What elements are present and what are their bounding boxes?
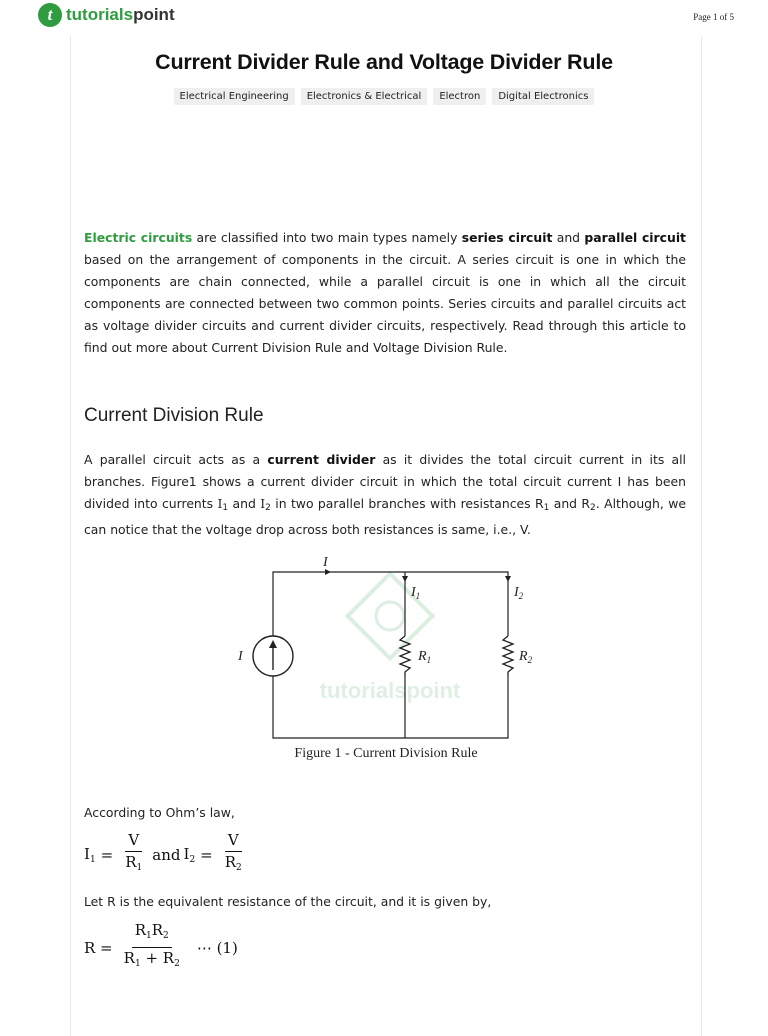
- intro-bold-series: series circuit: [461, 230, 553, 245]
- cd-text-e: in two parallel branches with resistances R: [270, 496, 544, 511]
- cd-text-g: . Although, we can notice that the voltage drop across both resistances is same, i.e., V.: [84, 496, 686, 537]
- tag-electronics-electrical[interactable]: Electronics & Electrical: [301, 88, 428, 105]
- label-i2: $I_2$: [514, 585, 524, 601]
- f2-den: $R_1 + R_2$: [123, 949, 180, 969]
- cd-text-a: A parallel circuit acts as a: [84, 452, 268, 467]
- current-division-paragraph: [84, 449, 686, 541]
- arrow-i1-icon: [402, 576, 408, 582]
- intro-text-3: based on the arrangement of components in the circuit. A series circuit is one in which the components are chain connected, while a parallel circuit is one in which all the circuit components are connected between two common points. Series circuits and parallel circuits act as voltage divider circuits and current divider circuits, respectively. Read through this article to find out more about Current Division Rule and Voltage Division Rule.: [84, 252, 686, 355]
- label-r2: $R_2$: [519, 649, 533, 665]
- figure-caption: Figure 1 - Current Division Rule: [294, 746, 478, 761]
- tag-electron[interactable]: Electron: [433, 88, 486, 105]
- watermark-text: tutorialspoint: [319, 678, 461, 703]
- intro-paragraph: [84, 227, 686, 359]
- f1-num-2: V: [225, 832, 242, 852]
- page-header: [0, 0, 768, 36]
- tag-list: [0, 88, 768, 105]
- current-divider-circuit-figure: [230, 556, 542, 742]
- equiv-intro: Let R is the equivalent resistance of the circuit, and it is given by,: [84, 894, 492, 909]
- cd-math-i2: I: [260, 496, 266, 511]
- intro-bold-parallel: parallel circuit: [584, 230, 686, 245]
- cd-text-f: and R: [549, 496, 591, 511]
- cd-sub-r2: 2: [590, 503, 596, 513]
- logo-mark-icon: t: [38, 3, 62, 27]
- arrow-i2-icon: [505, 576, 511, 582]
- cd-math-i1: I: [217, 496, 223, 511]
- tag-digital-electronics[interactable]: Digital Electronics: [492, 88, 594, 105]
- f1-i1: $I_1$: [84, 844, 96, 865]
- f1-den-1: $R_1$: [125, 853, 143, 873]
- article-title: Current Divider Rule and Voltage Divider Rule: [155, 50, 613, 74]
- resistor-r2-icon: [503, 636, 513, 676]
- f1-frac-2: [222, 832, 245, 877]
- f1-frac-1: [122, 832, 145, 877]
- f1-and: and: [152, 845, 181, 864]
- label-i1: $I_1$: [411, 585, 421, 601]
- logo-word-tutorials: tutorials: [66, 5, 134, 24]
- f2-lhs: R =: [84, 938, 113, 957]
- section-heading-wrap: [84, 405, 686, 427]
- cd-text-d: and: [228, 496, 261, 511]
- f1-num-1: V: [125, 832, 142, 852]
- cd-bold-current-divider: current divider: [267, 452, 376, 467]
- cd-sub-2: 2: [265, 503, 271, 513]
- tutorialspoint-logo[interactable]: [38, 3, 175, 27]
- current-source-icon: [253, 636, 293, 676]
- f1-den-2: $R_2$: [224, 853, 242, 873]
- section-heading: Current Division Rule: [84, 405, 264, 426]
- f1-eq-2: =: [200, 845, 213, 864]
- f1-eq-1: =: [100, 845, 114, 864]
- f2-equation-number: ⋯ (1): [196, 938, 238, 957]
- intro-text-1: are classified into two main types namely: [192, 230, 462, 245]
- cd-sub-1: 1: [222, 503, 229, 513]
- logo-word-point: point: [133, 5, 175, 24]
- logo-wordmark: [66, 5, 175, 25]
- watermark-logo-icon: [348, 574, 433, 659]
- label-r1: $R_1$: [418, 649, 432, 665]
- f1-i2: $I_2$: [183, 844, 196, 865]
- label-i-total: I: [323, 556, 328, 570]
- ohm-intro: According to Ohm’s law,: [84, 805, 235, 820]
- electric-circuits-link[interactable]: Electric circuits: [84, 230, 193, 245]
- cd-sub-r1: 1: [543, 503, 550, 513]
- cd-text-c: as it divides the total circuit current in its all branches. Figure1 shows a current divider circuit in which the total circuit current I has been divided into currents: [84, 452, 686, 511]
- ohm-formula: [84, 832, 249, 877]
- equiv-formula: [84, 922, 238, 973]
- circuit-wires: [273, 572, 508, 738]
- f2-num: $R_1R_2$: [132, 922, 172, 948]
- label-i-source: I: [238, 649, 243, 664]
- f2-frac: [121, 922, 183, 973]
- page-number: Page 1 of 5: [693, 12, 734, 22]
- tag-electrical-engineering[interactable]: Electrical Engineering: [174, 88, 295, 105]
- intro-text-2: and: [552, 230, 585, 245]
